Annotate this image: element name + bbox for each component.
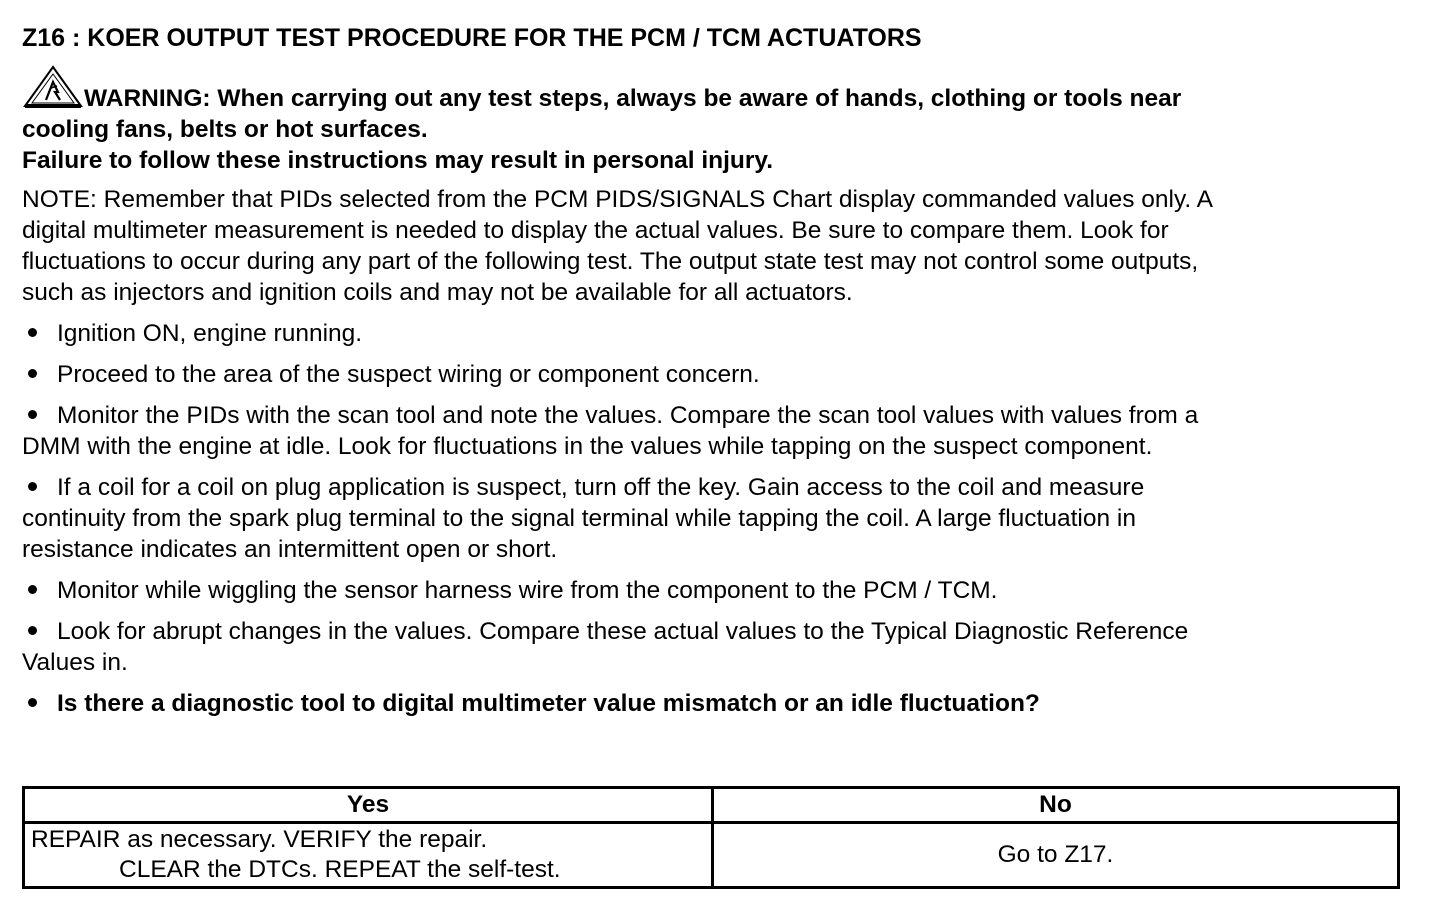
warning-line-1: WARNING: When carrying out any test steps, always be aware of hands, clothing or tools near — [84, 85, 1182, 112]
bullet-icon — [28, 328, 37, 337]
warning-line-3: Failure to follow these instructions may result in personal injury. — [22, 147, 774, 174]
note-line-1: NOTE: Remember that PIDs selected from the PCM PIDS/SIGNALS Chart display commanded values only. A — [22, 186, 1213, 213]
note-line-4: such as injectors and ignition coils and may not be available for all actuators. — [22, 279, 853, 306]
yes-action-cell: REPAIR as necessary. VERIFY the repair. CLEAR the DTCs. REPEAT the self-test. — [24, 823, 713, 888]
bullet-icon — [28, 698, 37, 707]
list-item: Ignition ON, engine running. — [22, 318, 1412, 349]
note-line-2: digital multimeter measurement is needed to display the actual values. Be sure to compare them. Look for — [22, 217, 1169, 244]
no-header: No — [713, 788, 1399, 823]
bullet-icon — [28, 482, 37, 491]
warning-triangle-icon — [22, 64, 84, 110]
bullet-icon — [28, 626, 37, 635]
list-item: Look for abrupt changes in the values. Compare these actual values to the Typical Diagnostic Reference Values in. — [22, 618, 1189, 676]
list-item: Monitor while wiggling the sensor harness wire from the component to the PCM / TCM. — [22, 575, 1412, 606]
bullet-icon — [28, 410, 37, 419]
decision-question: Is there a diagnostic tool to digital multimeter value mismatch or an idle fluctuation? — [22, 688, 1412, 719]
decision-table — [22, 786, 1400, 889]
list-item: If a coil for a coil on plug application is suspect, turn off the key. Gain access to the coil and measure continuity from the spark plug terminal to the signal terminal while tapping the coil. A large fluctuation in resistance indicates an intermittent open or short. — [22, 474, 1145, 563]
test-steps-list — [22, 318, 1412, 719]
procedure-page — [22, 22, 1412, 729]
table-row — [24, 823, 1399, 888]
list-item: Monitor the PIDs with the scan tool and note the values. Compare the scan tool values with values from a DMM with the engine at idle. Look for fluctuations in the values while tapping on the suspect component. — [22, 402, 1199, 460]
page-title: Z16 : KOER OUTPUT TEST PROCEDURE FOR THE PCM / TCM ACTUATORS — [22, 24, 922, 52]
note-line-3: fluctuations to occur during any part of the following test. The output state test may not control some outputs, — [22, 248, 1199, 275]
warning-line-2: cooling fans, belts or hot surfaces. — [22, 116, 428, 143]
bullet-icon — [28, 369, 37, 378]
warning-block — [22, 64, 1412, 176]
no-action-cell: Go to Z17. — [713, 823, 1399, 888]
yes-header: Yes — [24, 788, 713, 823]
bullet-icon — [28, 585, 37, 594]
table-header-row — [24, 788, 1399, 823]
note-block — [22, 184, 1412, 308]
list-item: Proceed to the area of the suspect wiring or component concern. — [22, 359, 1412, 390]
